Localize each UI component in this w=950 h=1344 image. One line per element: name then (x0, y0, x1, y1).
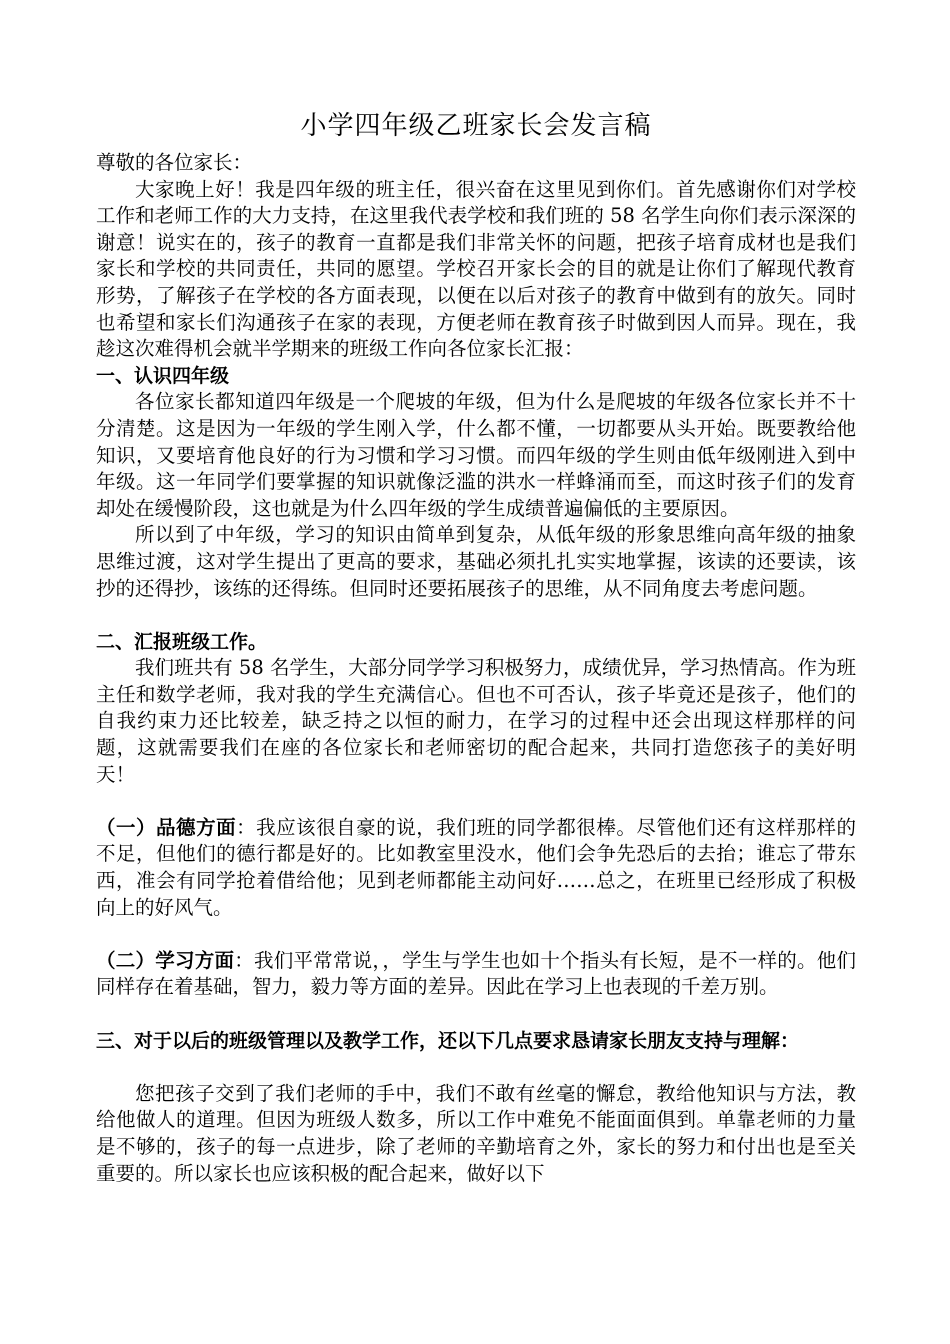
study-text: ：我们平常常说，，学生与学生也如十个指头有长短，是不一样的。他们同样存在着基础，智力，毅力等方面的差异。因此在学习上也表现的千差万别。 (96, 948, 856, 999)
section-heading-2: 二、汇报班级工作。 (96, 630, 268, 653)
blank-line (96, 1001, 856, 1028)
document-title: 小学四年级乙班家长会发言稿 (300, 111, 652, 141)
section-heading-3: 三、对于以后的班级管理以及教学工作，还以下几点要求恳请家长朋友支持与理解： (96, 1029, 800, 1052)
intro-paragraph: 大家晚上好！我是四年级的班主任，很兴奋在这里见到你们。首先感谢你们对学校工作和老师工作的大力支持，在这里我代表学校和我们班的 58 名学生向你们表示深深的谢意！说实在的，孩子的教育一直都是我们非常关怀的问题，把孩子培育成材也是我们家长和学校的共同责任，共同的愿望。学校召开家长会的目的就是让你们了解现代教育形势，了解孩子在学校的各方面表现，以便在以后对孩子的教育中做到有的放矢。同时也希望和家长们沟通孩子在家的表现，方便老师在教育孩子时做到因人而异。现在，我趁这次难得机会就半学期来的班级工作向各位家长汇报： (96, 177, 856, 361)
section1-paragraph-2: 所以到了中年级，学习的知识由简单到复杂，从低年级的形象思维向高年级的抽象思维过渡，这对学生提出了更高的要求，基础必须扎扎实实地掌握，该读的还要读，该抄的还得抄，该练的还得练。但同时还要拓展孩子的思维，从不同角度去考虑问题。 (96, 523, 856, 600)
moral-label: （一）品德方面 (96, 815, 237, 839)
moral-text: ：我应该很自豪的说，我们班的同学都很棒。尽管他们还有这样那样的不足，但他们的德行都是好的。比如教室里没水，他们会争先恐后的去抬；谁忘了带东西，准会有同学抢着借给他；见到老师都能主动问好……总之，在班里已经形成了积极向上的好风气。 (96, 815, 856, 919)
blank-line (96, 788, 856, 815)
section2-paragraph-1: 我们班共有 58 名学生，大部分同学学习积极努力，成绩优异，学习热情高。作为班主任和数学老师，我对我的学生充满信心。但也不可否认，孩子毕竟还是孩子，他们的自我约束力还比较差，缺乏持之以恒的耐力，在学习的过程中还会出现这样那样的问题，这就需要我们在座的各位家长和老师密切的配合起来，共同打造您孩子的美好明天！ (96, 656, 856, 786)
blank-line (96, 1054, 856, 1081)
salutation: 尊敬的各位家长： (96, 151, 253, 174)
study-label: （二）学习方面 (96, 948, 235, 972)
study-paragraph (96, 948, 856, 1001)
blank-line (96, 921, 856, 948)
blank-line (96, 602, 856, 629)
section1-paragraph-1: 各位家长都知道四年级是一个爬坡的年级，但为什么是爬坡的年级各位家长并不十分清楚。这是因为一年级的学生刚入学，什么都不懂，一切都要从头开始。既要教给他知识，又要培育他良好的行为习惯和学习习惯。而四年级的学生则由低年级刚进入到中年级。这一年同学们要掌握的知识就像泛滥的洪水一样蜂涌而至，而这时孩子们的发育却处在缓慢阶段，这也就是为什么四年级的学生成绩普遍偏低的主要原因。 (96, 390, 856, 520)
moral-paragraph (96, 815, 856, 921)
section-heading-1: 一、认识四年级 (96, 364, 230, 387)
document-page (96, 106, 856, 1187)
section3-paragraph-1: 您把孩子交到了我们老师的手中，我们不敢有丝毫的懈怠，教给他知识与方法，教给他做人的道理。但因为班级人数多，所以工作中难免不能面面俱到。单靠老师的力量是不够的，孩子的每一点进步，除了老师的辛勤培育之外，家长的努力和付出也是至关重要的。所以家长也应该积极的配合起来，做好以下 (96, 1081, 856, 1185)
